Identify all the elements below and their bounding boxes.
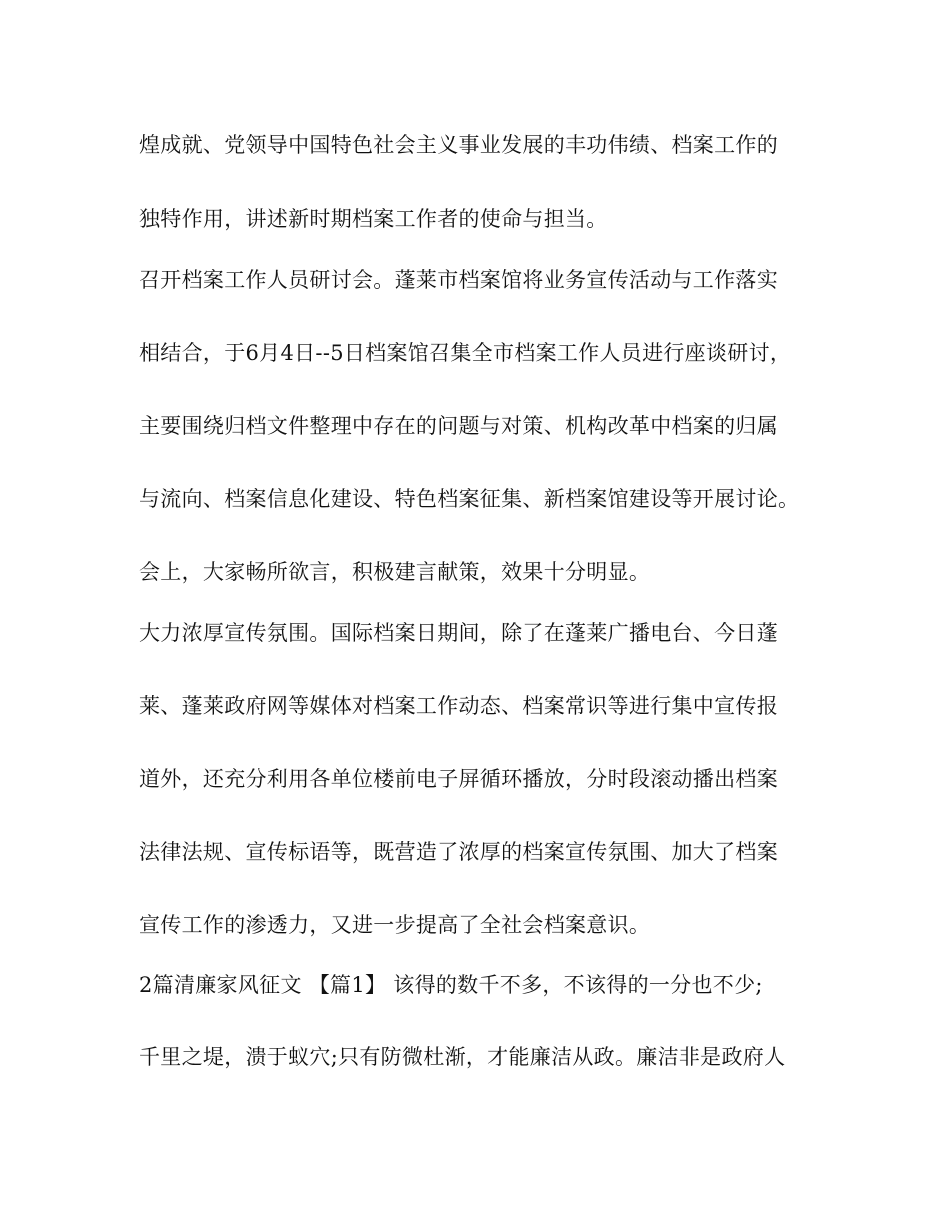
text-line-8: 大力浓厚宣传氛围。国际档案日期间，除了在蓬莱广播电台、今日蓬 (139, 621, 778, 645)
text-line-13: 2篇清廉家风征文 【篇1】 该得的数千不多，不该得的一分也不少; (139, 973, 763, 997)
text-line-12: 宣传工作的渗透力，又进一步提高了全社会档案意识。 (139, 913, 651, 937)
text-line-11: 法律法规、宣传标语等，既营造了浓厚的档案宣传氛围、加大了档案 (139, 840, 778, 864)
text-line-9: 莱、蓬莱政府网等媒体对档案工作动态、档案常识等进行集中宣传报 (139, 694, 778, 718)
text-line-4: 相结合，于6月4日--5日档案馆召集全市档案工作人员进行座谈研讨， (139, 341, 792, 365)
text-line-10: 道外，还充分利用各单位楼前电子屏循环播放，分时段滚动播出档案 (139, 767, 778, 791)
text-line-1: 煌成就、党领导中国特色社会主义事业发展的丰功伟绩、档案工作的 (139, 133, 778, 157)
text-line-5: 主要围绕归档文件整理中存在的问题与对策、机构改革中档案的归属 (139, 414, 778, 438)
text-line-3: 召开档案工作人员研讨会。蓬莱市档案馆将业务宣传活动与工作落实 (139, 268, 778, 292)
text-line-7: 会上，大家畅所欲言，积极建言献策，效果十分明显。 (139, 560, 651, 584)
text-line-2: 独特作用，讲述新时期档案工作者的使命与担当。 (139, 207, 608, 231)
text-line-14: 千里之堤，溃于蚁穴;只有防微杜渐，才能廉洁从政。廉洁非是政府人 (139, 1045, 786, 1069)
text-line-6: 与流向、档案信息化建设、特色档案征集、新档案馆建设等开展讨论。 (139, 487, 800, 511)
